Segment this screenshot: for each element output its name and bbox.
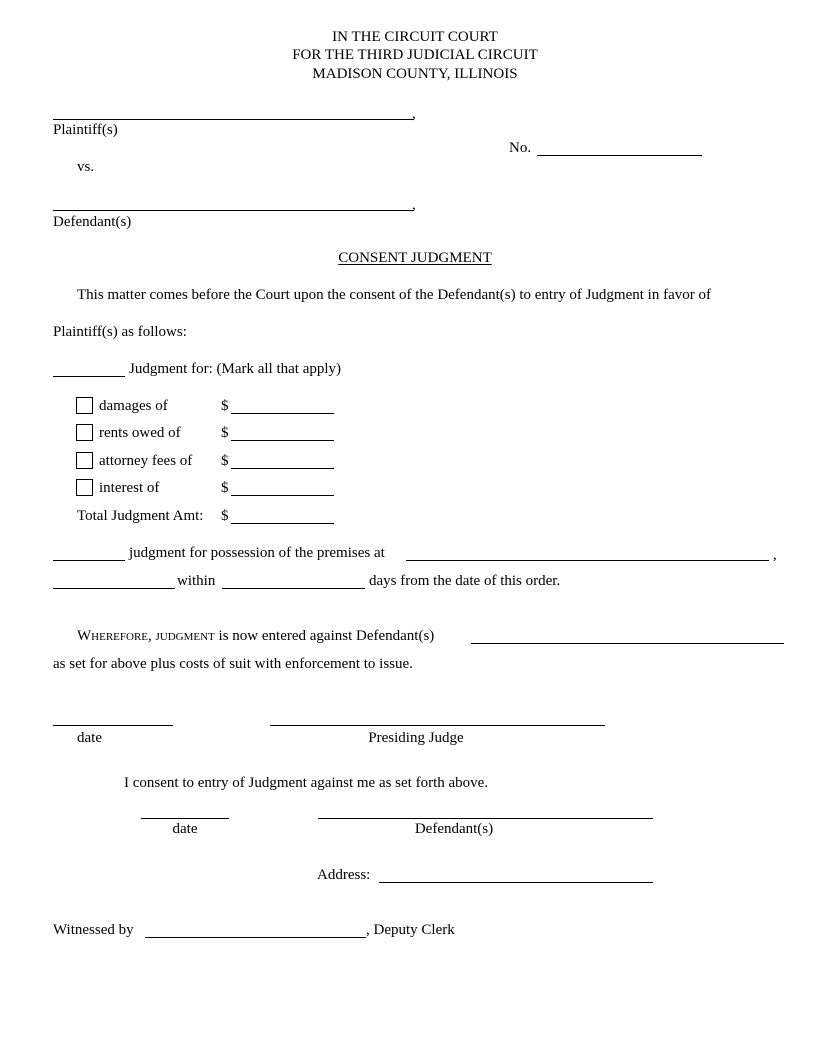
deputy-clerk-field[interactable] [145,937,366,938]
attorney-fees-currency: $ [221,453,229,469]
consent-statement: I consent to entry of Judgment against me as set forth above. [124,775,489,791]
consent-date-label: date [172,821,198,837]
case-number-field[interactable] [537,155,702,156]
judgment-for-mark-field[interactable] [53,376,125,377]
plaintiff-comma: , [412,106,416,122]
defendant-comma: , [412,197,416,213]
total-amount-field[interactable] [231,523,334,524]
court-name: IN THE CIRCUIT COURT [332,29,498,45]
damages-checkbox[interactable] [76,397,93,414]
intro-line-1: This matter comes before the Court upon the consent of the Defendant(s) to entry of Judgment in favor of [77,287,711,303]
rents-amount-field[interactable] [231,440,334,441]
versus-text: vs. [77,159,95,175]
plaintiff-label: Plaintiff(s) [53,122,118,138]
interest-label: interest of [99,480,160,496]
possession-mark-field[interactable] [53,560,125,561]
address-field[interactable] [379,882,653,883]
document-title: CONSENT JUDGMENT [338,250,492,266]
rents-label: rents owed of [99,425,181,441]
witnessed-by-label: Witnessed by [53,922,134,938]
defendant-label: Defendant(s) [53,214,132,230]
damages-currency: $ [221,398,229,414]
days-text: days from the date of this order. [369,573,561,589]
attorney-fees-amount-field[interactable] [231,468,334,469]
interest-checkbox[interactable] [76,479,93,496]
case-number-label: No. [509,140,532,156]
interest-amount-field[interactable] [231,495,334,496]
judge-date-field[interactable] [53,725,173,726]
rents-checkbox[interactable] [76,424,93,441]
judge-signature-field[interactable] [270,725,605,726]
premises-address-field[interactable] [406,560,769,561]
possession-comma: , [773,547,777,563]
judgment-defendant-field[interactable] [471,643,784,644]
wherefore-text: is now entered against Defendant(s) [218,628,435,644]
intro-line-2: Plaintiff(s) as follows: [53,324,187,340]
days-field[interactable] [222,588,365,589]
defendant-name-field[interactable] [53,210,414,211]
consent-defendant-label: Defendant(s) [414,821,494,837]
damages-label: damages of [99,398,168,414]
defendant-signature-field[interactable] [318,818,653,819]
total-currency: $ [221,508,229,524]
rents-currency: $ [221,425,229,441]
address-label: Address: [317,867,371,883]
consent-date-field[interactable] [141,818,229,819]
wherefore-line-2: as set for above plus costs of suit with enforcement to issue. [53,656,413,672]
presiding-judge-label: Presiding Judge [368,730,464,746]
possession-text: judgment for possession of the premises at [129,545,385,561]
attorney-fees-checkbox[interactable] [76,452,93,469]
damages-amount-field[interactable] [231,413,334,414]
deputy-clerk-label: , Deputy Clerk [366,922,455,938]
attorney-fees-label: attorney fees of [99,453,193,469]
judge-date-label: date [77,730,102,746]
wherefore-word: Wherefore, judgment [77,628,215,644]
interest-currency: $ [221,480,229,496]
possession-party-field[interactable] [53,588,175,589]
county-name: MADISON COUNTY, ILLINOIS [312,66,518,82]
total-judgment-label: Total Judgment Amt: [77,508,204,524]
circuit-name: FOR THE THIRD JUDICIAL CIRCUIT [292,47,538,63]
judgment-for-label: Judgment for: (Mark all that apply) [129,361,342,377]
plaintiff-name-field[interactable] [53,119,414,120]
within-text: within [177,573,216,589]
